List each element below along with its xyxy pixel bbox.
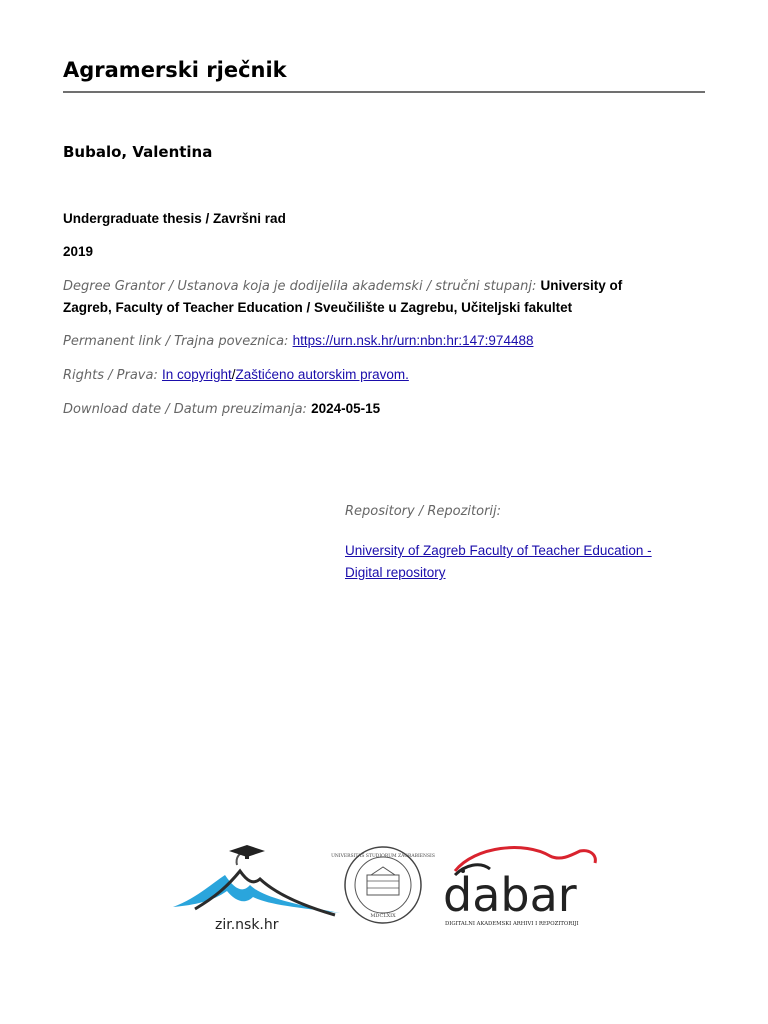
download-date-row	[63, 398, 380, 420]
thesis-year: 2019	[63, 244, 94, 259]
zir-text: zir.nsk.hr	[215, 917, 279, 933]
seal-year: MDCLXIX	[370, 913, 396, 919]
zir-logo	[165, 835, 345, 935]
repository-link-line2[interactable]: Digital repository	[345, 565, 446, 580]
repository-label: Repository / Repozitorij:	[345, 504, 502, 519]
degree-grantor-label: Degree Grantor / Ustanova koja je dodijelila akademski / stručni stupanj:	[63, 279, 537, 294]
rights-separator: /	[231, 367, 236, 382]
zasticeno-link[interactable]: Zaštićeno autorskim pravom.	[235, 367, 409, 382]
dabar-subtitle: DIGITALNI AKADEMSKI ARHIVI I REPOZITORIJI	[445, 921, 579, 927]
degree-grantor-value-1: University of	[540, 278, 623, 293]
dabar-text: dabar	[443, 868, 577, 922]
degree-grantor-value-2: Zagreb, Faculty of Teacher Education / Sveučilište u Zagrebu, Učiteljski fakultet	[63, 300, 573, 315]
footer-logos	[165, 835, 605, 935]
permanent-link[interactable]: https://urn.nsk.hr/urn:nbn:hr:147:974488	[292, 333, 534, 348]
title-divider	[63, 91, 705, 93]
author-name: Bubalo, Valentina	[63, 143, 213, 161]
university-seal	[331, 845, 435, 925]
in-copyright-link[interactable]: In copyright	[161, 367, 232, 382]
repository-link-line1[interactable]: University of Zagreb Faculty of Teacher Education -	[345, 543, 652, 558]
permanent-link-row	[63, 330, 533, 352]
download-date-value: 2024-05-15	[311, 401, 381, 416]
document-title: Agramerski rječnik	[63, 58, 287, 82]
permanent-link-label: Permanent link / Trajna poveznica:	[63, 334, 289, 349]
thesis-type: Undergraduate thesis / Završni rad	[63, 211, 286, 226]
dabar-logo	[435, 841, 605, 931]
download-date-label: Download date / Datum preuzimanja:	[63, 402, 307, 417]
repository-link-block	[345, 540, 685, 584]
rights-row	[63, 364, 409, 386]
rights-label: Rights / Prava:	[63, 368, 158, 383]
degree-grantor	[63, 275, 703, 319]
seal-text: UNIVERSITAS STUDIORUM ZAGRABIENSIS	[331, 854, 435, 859]
